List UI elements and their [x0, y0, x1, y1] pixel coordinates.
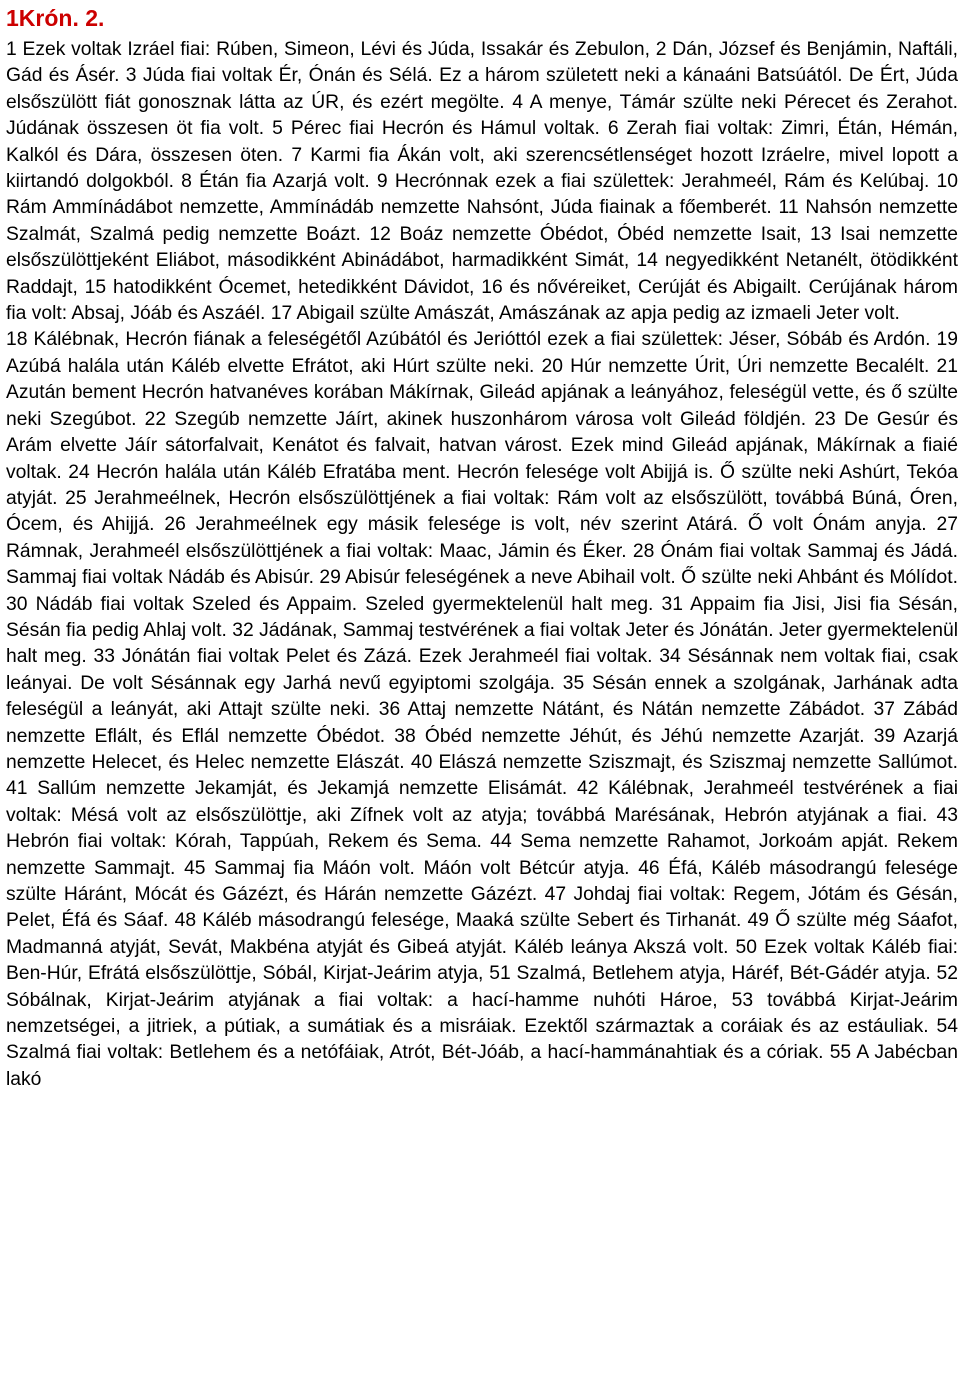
- chapter-title: 1Krón. 2.: [6, 5, 105, 31]
- paragraph-1: 1 Ezek voltak Izráel fiai: Rúben, Simeon, Lévi és Júda, Issakár és Zebulon, 2 Dán, József és Benjámin, Naftáli, Gád és Ásér. 3 Júda fiai voltak Ér, Ónán és Sélá. Ez a három született neki a kánaáni Batsúától. De Ért, Júda elsőszülött fiát gonosznak látta az ÚR, és ezért megölte. 4 A menye, Támár szülte neki Pérecet és Zerahot. Júdának összesen öt fia volt. 5 Pérec fiai Hecrón és Hámul voltak. 6 Zerah fiai voltak: Zimri, Étán, Hémán, Kalkól és Dára, összesen öten. 7 Karmi fia Ákán volt, aki szerencsétlenséget hozott Izráelre, mivel lopott a kiirtandó dolgokból. 8 Étán fia Azarjá volt. 9 Hecrónnak ezek a fiai születtek: Jerahmeél, Rám és Kelúbaj. 10 Rám Ammínádábot nemzette, Ammínádáb nemzette Nahsónt, Júda fiainak a főemberét. 11 Nahsón nemzette Szalmát, Szalmá pedig nemzette Boázt. 12 Boáz nemzette Óbédot, Óbéd nemzette Isait, 13 Isai nemzette elsőszülöttjeként Eliábot, másodikként Abinádábot, harmadikként Simát, 14 negyedikként Netanélt, ötödikként Raddajt, 15 hatodikként Ócemet, hetedikként Dávidot, 16 és nővéreiket, Cerúját és Abigailt. Cerújának három fia volt: Absaj, Jóáb és Aszáél. 17 Abigail szülte Amászát, Amászának az apja pedig az izmaeli Jeter volt.: [6, 39, 958, 325]
- document-page: [6, 4, 958, 1093]
- paragraph-2: 18 Kálébnak, Hecrón fiának a feleségétől Azúbától és Jerióttól ezek a fiai születtek: Jéser, Sóbáb és Ardón. 19 Azúbá halála után Káléb elvette Efrátot, aki Húrt szülte neki. 20 Húr nemzette Úrit, Úri nemzette Becalélt. 21 Azután bement Hecrón hatvanéves korában Mákírnak, Gileád apjának a leányához, feleségül vette, és ő szülte neki Szegúbot. 22 Szegúb nemzette Jáírt, akinek huszonhárom városa volt Gileád földjén. 23 De Gesúr és Arám elvette Jáír sátorfalvait, Kenátot és falvait, hatvan várost. Ezek mind Gileád apjának, Mákírnak a fiaié voltak. 24 Hecrón halála után Káléb Efratába ment. Hecrón felesége volt Abijjá is. Ő szülte neki Ashúrt, Tekóa atyját. 25 Jerahmeélnek, Hecrón elsőszülöttjének a fiai voltak: Rám volt az elsőszülött, továbbá Búná, Óren, Ócem, és Ahijjá. 26 Jerahmeélnek egy másik felesége is volt, név szerint Atárá. Ő volt Ónám anyja. 27 Rámnak, Jerahmeél elsőszülöttjének a fiai voltak: Maac, Jámin és Éker. 28 Ónám fiai voltak Sammaj és Jádá. Sammaj fiai voltak Nádáb és Abisúr. 29 Abisúr feleségének a neve Abihail volt. Ő szülte neki Ahbánt és Mólídot. 30 Nádáb fiai voltak Szeled és Appaim. Szeled gyermektelenül halt meg. 31 Appaim fia Jisi, Jisi fia Sésán, Sésán fia pedig Ahlaj volt. 32 Jádának, Sammaj testvérének a fiai voltak Jeter és Jónátán. Jeter gyermektelenül halt meg. 33 Jónátán fiai voltak Pelet és Zázá. Ezek Jerahmeél fiai voltak. 34 Sésánnak nem voltak fiai, csak leányai. De volt Sésánnak egy Jarhá nevű egyiptomi szolgája. 35 Sésán ennek a szolgának, Jarhának adta feleségül a leányát, aki Attajt szülte neki. 36 Attaj nemzette Nátánt, és Nátán nemzette Zábádot. 37 Zábád nemzette Eflált, és Eflál nemzette Óbédot. 38 Óbéd nemzette Jéhút, és Jéhú nemzette Azarját. 39 Azarjá nemzette Helecet, és Helec nemzette Elászát. 40 Elászá nemzette Sziszmajt, és Sziszmaj nemzette Sallúmot. 41 Sallúm nemzette Jekamját, és Jekamjá nemzette Elisámát. 42 Kálébnak, Jerahmeél testvérének a fiai voltak: Mésá volt az elsőszülöttje, aki Zífnek volt az atyja; továbbá Marésának, Hebrón atyjának a fiai. 43 Hebrón fiai voltak: Kórah, Tappúah, Rekem és Sema. 44 Sema nemzette Rahamot, Jorkoám apját. Rekem nemzette Sammajt. 45 Sammaj fia Máón volt. Máón volt Bétcúr atyja. 46 Éfá, Káléb másodrangú felesége szülte Háránt, Mócát és Gázézt, és Hárán nemzette Gázézt. 47 Johdaj fiai voltak: Regem, Jótám és Gésán, Pelet, Éfá és Sáaf. 48 Káléb másodrangú felesége, Maaká szülte Sebert és Tirhanát. 49 Ő szülte még Sáafot, Madmanná atyját, Sevát, Makbéna atyját és Gibeá atyját. Káléb leánya Akszá volt. 50 Ezek voltak Káléb fiai: Ben-Húr, Efrátá elsőszülöttje, Sóbál, Kirjat-Jeárim atyja, 51 Szalmá, Betlehem atyja, Háréf, Bét-Gádér atyja. 52 Sóbálnak, Kirjat-Jeárim atyjának a fiai voltak: a hací-hamme nuhóti Hároe, 53 továbbá Kirjat-Jeárim nemzetségei, a jitriek, a pútiak, a sumátiak és a misráiak. Ezektől származtak a coráiak és az estáuliak. 54 Szalmá fiai voltak: Betlehem és a netófáiak, Atrót, Bét-Jóáb, a hací-hammánahtiak és a córiak. 55 A Jabécban lakó: [6, 329, 958, 1090]
